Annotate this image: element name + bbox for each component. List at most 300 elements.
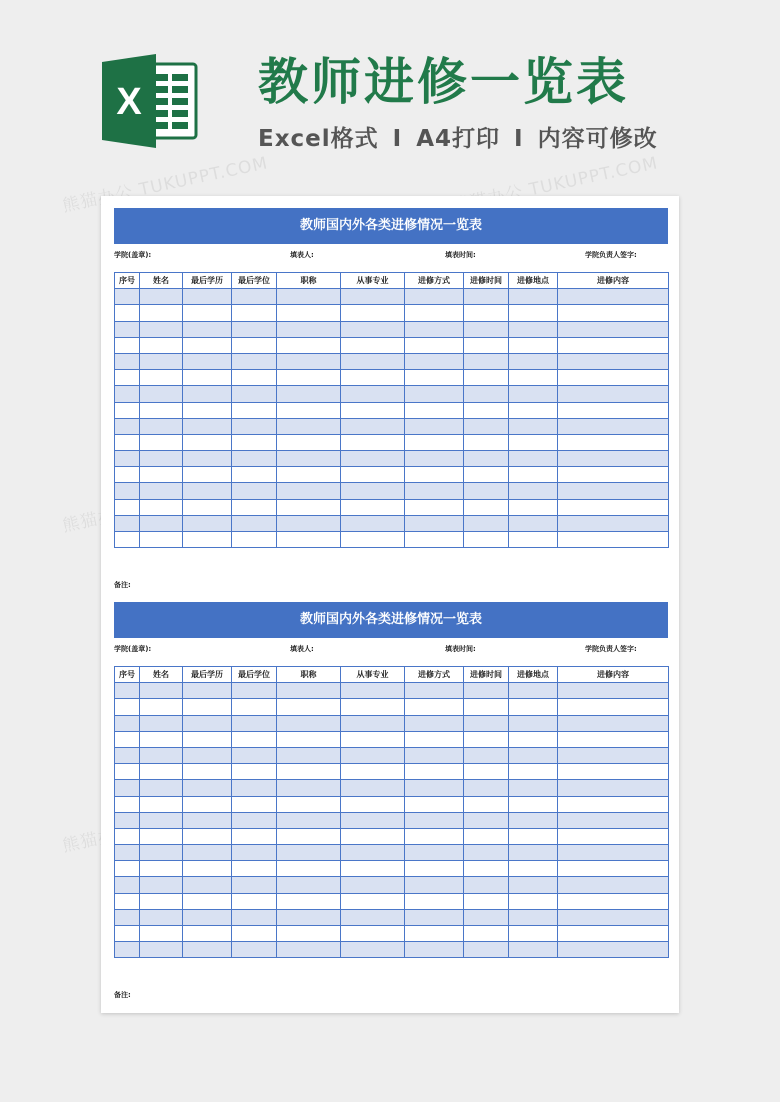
table-cell[interactable]	[115, 942, 140, 958]
table-cell[interactable]	[558, 451, 669, 467]
table-cell[interactable]	[115, 434, 140, 450]
table-cell[interactable]	[183, 845, 232, 861]
table-cell[interactable]	[277, 747, 341, 763]
table-cell[interactable]	[405, 418, 464, 434]
table-cell[interactable]	[277, 877, 341, 893]
table-cell[interactable]	[140, 715, 183, 731]
table-cell[interactable]	[183, 499, 232, 515]
table-cell[interactable]	[277, 353, 341, 369]
table-cell[interactable]	[509, 353, 558, 369]
table-cell[interactable]	[277, 796, 341, 812]
table-cell[interactable]	[341, 289, 405, 305]
table-cell[interactable]	[140, 893, 183, 909]
table-cell[interactable]	[405, 386, 464, 402]
table-cell[interactable]	[509, 877, 558, 893]
table-cell[interactable]	[509, 861, 558, 877]
table-cell[interactable]	[277, 532, 341, 548]
table-cell[interactable]	[232, 499, 277, 515]
table-cell[interactable]	[558, 515, 669, 531]
table-cell[interactable]	[558, 926, 669, 942]
table-cell[interactable]	[558, 747, 669, 763]
table-cell[interactable]	[558, 337, 669, 353]
table-cell[interactable]	[277, 305, 341, 321]
table-cell[interactable]	[341, 764, 405, 780]
table-cell[interactable]	[341, 451, 405, 467]
table-cell[interactable]	[140, 877, 183, 893]
table-cell[interactable]	[405, 305, 464, 321]
table-cell[interactable]	[405, 780, 464, 796]
table-cell[interactable]	[341, 370, 405, 386]
table-cell[interactable]	[277, 515, 341, 531]
table-cell[interactable]	[277, 386, 341, 402]
table-cell[interactable]	[341, 796, 405, 812]
table-cell[interactable]	[277, 402, 341, 418]
table-cell[interactable]	[558, 861, 669, 877]
table-cell[interactable]	[464, 402, 509, 418]
table-cell[interactable]	[405, 731, 464, 747]
table-cell[interactable]	[464, 499, 509, 515]
table-cell[interactable]	[341, 926, 405, 942]
table-cell[interactable]	[232, 764, 277, 780]
table-cell[interactable]	[115, 305, 140, 321]
table-cell[interactable]	[140, 451, 183, 467]
table-cell[interactable]	[183, 731, 232, 747]
table-cell[interactable]	[140, 780, 183, 796]
table-cell[interactable]	[277, 828, 341, 844]
table-cell[interactable]	[464, 812, 509, 828]
table-cell[interactable]	[341, 515, 405, 531]
table-cell[interactable]	[183, 828, 232, 844]
table-cell[interactable]	[115, 731, 140, 747]
table-cell[interactable]	[464, 909, 509, 925]
table-cell[interactable]	[183, 699, 232, 715]
table-cell[interactable]	[405, 747, 464, 763]
table-cell[interactable]	[509, 942, 558, 958]
table-cell[interactable]	[341, 353, 405, 369]
table-cell[interactable]	[509, 812, 558, 828]
table-cell[interactable]	[277, 321, 341, 337]
table-cell[interactable]	[558, 467, 669, 483]
table-cell[interactable]	[115, 418, 140, 434]
table-cell[interactable]	[140, 828, 183, 844]
table-cell[interactable]	[115, 861, 140, 877]
table-cell[interactable]	[277, 289, 341, 305]
table-cell[interactable]	[232, 715, 277, 731]
table-cell[interactable]	[405, 926, 464, 942]
table-cell[interactable]	[509, 305, 558, 321]
table-cell[interactable]	[405, 321, 464, 337]
table-cell[interactable]	[232, 532, 277, 548]
table-cell[interactable]	[509, 780, 558, 796]
table-cell[interactable]	[140, 683, 183, 699]
table-cell[interactable]	[405, 877, 464, 893]
table-cell[interactable]	[509, 683, 558, 699]
table-cell[interactable]	[140, 942, 183, 958]
table-cell[interactable]	[277, 451, 341, 467]
table-cell[interactable]	[464, 926, 509, 942]
table-cell[interactable]	[464, 386, 509, 402]
table-cell[interactable]	[140, 434, 183, 450]
table-cell[interactable]	[509, 845, 558, 861]
table-cell[interactable]	[341, 828, 405, 844]
table-cell[interactable]	[341, 434, 405, 450]
table-cell[interactable]	[558, 353, 669, 369]
table-cell[interactable]	[140, 796, 183, 812]
table-cell[interactable]	[115, 683, 140, 699]
table-cell[interactable]	[115, 353, 140, 369]
table-cell[interactable]	[509, 370, 558, 386]
table-cell[interactable]	[509, 499, 558, 515]
table-cell[interactable]	[405, 828, 464, 844]
table-cell[interactable]	[232, 861, 277, 877]
table-cell[interactable]	[232, 683, 277, 699]
table-cell[interactable]	[558, 386, 669, 402]
table-cell[interactable]	[405, 353, 464, 369]
table-cell[interactable]	[341, 386, 405, 402]
table-cell[interactable]	[277, 683, 341, 699]
table-cell[interactable]	[405, 499, 464, 515]
table-cell[interactable]	[405, 434, 464, 450]
table-cell[interactable]	[140, 861, 183, 877]
table-cell[interactable]	[509, 926, 558, 942]
table-cell[interactable]	[183, 893, 232, 909]
table-cell[interactable]	[140, 353, 183, 369]
table-cell[interactable]	[464, 699, 509, 715]
table-cell[interactable]	[405, 370, 464, 386]
table-cell[interactable]	[277, 731, 341, 747]
table-cell[interactable]	[341, 845, 405, 861]
table-cell[interactable]	[558, 715, 669, 731]
table-cell[interactable]	[183, 289, 232, 305]
table-cell[interactable]	[140, 370, 183, 386]
table-cell[interactable]	[558, 434, 669, 450]
table-cell[interactable]	[183, 321, 232, 337]
table-cell[interactable]	[341, 499, 405, 515]
table-cell[interactable]	[464, 796, 509, 812]
table-cell[interactable]	[509, 434, 558, 450]
table-cell[interactable]	[140, 305, 183, 321]
table-cell[interactable]	[232, 353, 277, 369]
table-cell[interactable]	[183, 386, 232, 402]
table-cell[interactable]	[341, 483, 405, 499]
table-cell[interactable]	[405, 699, 464, 715]
table-cell[interactable]	[464, 893, 509, 909]
table-cell[interactable]	[558, 532, 669, 548]
table-cell[interactable]	[341, 699, 405, 715]
table-cell[interactable]	[341, 683, 405, 699]
table-cell[interactable]	[405, 483, 464, 499]
table-cell[interactable]	[277, 434, 341, 450]
table-cell[interactable]	[232, 796, 277, 812]
table-cell[interactable]	[341, 861, 405, 877]
table-cell[interactable]	[509, 289, 558, 305]
table-cell[interactable]	[464, 483, 509, 499]
table-cell[interactable]	[341, 909, 405, 925]
table-cell[interactable]	[115, 337, 140, 353]
table-cell[interactable]	[558, 289, 669, 305]
table-cell[interactable]	[405, 467, 464, 483]
table-cell[interactable]	[405, 909, 464, 925]
table-cell[interactable]	[464, 353, 509, 369]
table-cell[interactable]	[232, 731, 277, 747]
table-cell[interactable]	[464, 370, 509, 386]
table-cell[interactable]	[183, 418, 232, 434]
table-cell[interactable]	[277, 370, 341, 386]
table-cell[interactable]	[509, 715, 558, 731]
table-cell[interactable]	[464, 337, 509, 353]
table-cell[interactable]	[558, 418, 669, 434]
table-cell[interactable]	[509, 451, 558, 467]
table-cell[interactable]	[140, 731, 183, 747]
table-cell[interactable]	[558, 909, 669, 925]
table-cell[interactable]	[232, 386, 277, 402]
table-cell[interactable]	[405, 861, 464, 877]
table-cell[interactable]	[464, 731, 509, 747]
table-cell[interactable]	[509, 515, 558, 531]
table-cell[interactable]	[232, 370, 277, 386]
table-cell[interactable]	[140, 467, 183, 483]
table-cell[interactable]	[341, 418, 405, 434]
table-cell[interactable]	[464, 715, 509, 731]
table-cell[interactable]	[509, 402, 558, 418]
table-cell[interactable]	[277, 483, 341, 499]
table-cell[interactable]	[232, 909, 277, 925]
table-cell[interactable]	[509, 321, 558, 337]
table-cell[interactable]	[341, 812, 405, 828]
table-cell[interactable]	[464, 764, 509, 780]
table-cell[interactable]	[558, 483, 669, 499]
table-cell[interactable]	[232, 812, 277, 828]
table-cell[interactable]	[277, 893, 341, 909]
table-cell[interactable]	[183, 467, 232, 483]
table-cell[interactable]	[232, 845, 277, 861]
table-cell[interactable]	[183, 434, 232, 450]
table-cell[interactable]	[464, 747, 509, 763]
table-cell[interactable]	[464, 828, 509, 844]
table-cell[interactable]	[509, 828, 558, 844]
table-cell[interactable]	[232, 305, 277, 321]
table-cell[interactable]	[341, 532, 405, 548]
table-cell[interactable]	[232, 337, 277, 353]
table-cell[interactable]	[509, 467, 558, 483]
table-cell[interactable]	[464, 877, 509, 893]
table-cell[interactable]	[405, 532, 464, 548]
table-cell[interactable]	[140, 483, 183, 499]
table-cell[interactable]	[183, 780, 232, 796]
table-cell[interactable]	[232, 893, 277, 909]
table-cell[interactable]	[115, 845, 140, 861]
table-cell[interactable]	[183, 353, 232, 369]
table-cell[interactable]	[183, 370, 232, 386]
table-cell[interactable]	[140, 321, 183, 337]
table-cell[interactable]	[509, 731, 558, 747]
table-cell[interactable]	[464, 467, 509, 483]
table-cell[interactable]	[183, 337, 232, 353]
table-cell[interactable]	[115, 796, 140, 812]
table-cell[interactable]	[405, 764, 464, 780]
table-cell[interactable]	[464, 434, 509, 450]
table-cell[interactable]	[277, 926, 341, 942]
table-cell[interactable]	[405, 942, 464, 958]
table-cell[interactable]	[509, 747, 558, 763]
table-cell[interactable]	[232, 699, 277, 715]
table-cell[interactable]	[509, 532, 558, 548]
table-cell[interactable]	[509, 483, 558, 499]
table-cell[interactable]	[115, 321, 140, 337]
table-cell[interactable]	[115, 532, 140, 548]
table-cell[interactable]	[405, 796, 464, 812]
table-cell[interactable]	[183, 877, 232, 893]
table-cell[interactable]	[558, 780, 669, 796]
table-cell[interactable]	[183, 305, 232, 321]
table-cell[interactable]	[115, 893, 140, 909]
table-cell[interactable]	[140, 499, 183, 515]
table-cell[interactable]	[183, 909, 232, 925]
table-cell[interactable]	[558, 683, 669, 699]
table-cell[interactable]	[115, 289, 140, 305]
table-cell[interactable]	[277, 499, 341, 515]
table-cell[interactable]	[183, 451, 232, 467]
table-cell[interactable]	[509, 893, 558, 909]
table-cell[interactable]	[232, 467, 277, 483]
table-cell[interactable]	[115, 699, 140, 715]
table-cell[interactable]	[232, 434, 277, 450]
table-cell[interactable]	[558, 731, 669, 747]
table-cell[interactable]	[232, 289, 277, 305]
table-cell[interactable]	[140, 386, 183, 402]
table-cell[interactable]	[183, 796, 232, 812]
table-cell[interactable]	[341, 747, 405, 763]
table-cell[interactable]	[115, 877, 140, 893]
table-cell[interactable]	[115, 370, 140, 386]
table-cell[interactable]	[558, 764, 669, 780]
table-cell[interactable]	[341, 893, 405, 909]
table-cell[interactable]	[509, 386, 558, 402]
table-cell[interactable]	[464, 451, 509, 467]
table-cell[interactable]	[232, 483, 277, 499]
table-cell[interactable]	[183, 764, 232, 780]
table-cell[interactable]	[405, 715, 464, 731]
table-cell[interactable]	[115, 715, 140, 731]
table-cell[interactable]	[183, 402, 232, 418]
table-cell[interactable]	[558, 877, 669, 893]
table-cell[interactable]	[115, 515, 140, 531]
table-cell[interactable]	[115, 828, 140, 844]
table-cell[interactable]	[405, 289, 464, 305]
table-cell[interactable]	[464, 942, 509, 958]
table-cell[interactable]	[558, 828, 669, 844]
table-cell[interactable]	[558, 845, 669, 861]
table-cell[interactable]	[140, 845, 183, 861]
table-cell[interactable]	[115, 780, 140, 796]
table-cell[interactable]	[140, 699, 183, 715]
table-cell[interactable]	[277, 812, 341, 828]
table-cell[interactable]	[232, 828, 277, 844]
table-cell[interactable]	[405, 402, 464, 418]
table-cell[interactable]	[341, 467, 405, 483]
table-cell[interactable]	[140, 764, 183, 780]
table-cell[interactable]	[341, 942, 405, 958]
table-cell[interactable]	[558, 370, 669, 386]
table-cell[interactable]	[115, 467, 140, 483]
table-cell[interactable]	[183, 483, 232, 499]
table-cell[interactable]	[140, 747, 183, 763]
table-cell[interactable]	[232, 321, 277, 337]
table-cell[interactable]	[277, 845, 341, 861]
table-cell[interactable]	[232, 942, 277, 958]
table-cell[interactable]	[558, 321, 669, 337]
table-cell[interactable]	[558, 942, 669, 958]
table-cell[interactable]	[140, 418, 183, 434]
table-cell[interactable]	[140, 909, 183, 925]
table-cell[interactable]	[464, 845, 509, 861]
table-cell[interactable]	[277, 909, 341, 925]
table-cell[interactable]	[464, 305, 509, 321]
table-cell[interactable]	[558, 812, 669, 828]
table-cell[interactable]	[405, 683, 464, 699]
table-cell[interactable]	[558, 402, 669, 418]
table-cell[interactable]	[341, 337, 405, 353]
table-cell[interactable]	[277, 467, 341, 483]
table-cell[interactable]	[558, 699, 669, 715]
table-cell[interactable]	[140, 402, 183, 418]
table-cell[interactable]	[140, 926, 183, 942]
table-cell[interactable]	[115, 483, 140, 499]
table-cell[interactable]	[341, 780, 405, 796]
table-cell[interactable]	[509, 418, 558, 434]
table-cell[interactable]	[232, 926, 277, 942]
table-cell[interactable]	[464, 532, 509, 548]
table-cell[interactable]	[509, 699, 558, 715]
table-cell[interactable]	[405, 451, 464, 467]
table-cell[interactable]	[558, 499, 669, 515]
table-cell[interactable]	[115, 909, 140, 925]
table-cell[interactable]	[405, 337, 464, 353]
table-cell[interactable]	[183, 926, 232, 942]
table-cell[interactable]	[115, 812, 140, 828]
table-cell[interactable]	[405, 812, 464, 828]
table-cell[interactable]	[183, 747, 232, 763]
table-cell[interactable]	[115, 402, 140, 418]
table-cell[interactable]	[405, 845, 464, 861]
table-cell[interactable]	[341, 731, 405, 747]
table-cell[interactable]	[115, 451, 140, 467]
table-cell[interactable]	[558, 893, 669, 909]
table-cell[interactable]	[464, 861, 509, 877]
table-cell[interactable]	[464, 780, 509, 796]
table-cell[interactable]	[509, 796, 558, 812]
table-cell[interactable]	[183, 861, 232, 877]
table-cell[interactable]	[232, 418, 277, 434]
table-cell[interactable]	[405, 893, 464, 909]
table-cell[interactable]	[115, 499, 140, 515]
table-cell[interactable]	[341, 877, 405, 893]
table-cell[interactable]	[405, 515, 464, 531]
table-cell[interactable]	[115, 764, 140, 780]
table-cell[interactable]	[341, 305, 405, 321]
table-cell[interactable]	[277, 418, 341, 434]
table-cell[interactable]	[509, 909, 558, 925]
table-cell[interactable]	[464, 515, 509, 531]
table-cell[interactable]	[277, 780, 341, 796]
table-cell[interactable]	[464, 289, 509, 305]
table-cell[interactable]	[277, 764, 341, 780]
table-cell[interactable]	[509, 337, 558, 353]
table-cell[interactable]	[115, 926, 140, 942]
table-cell[interactable]	[140, 812, 183, 828]
table-cell[interactable]	[277, 942, 341, 958]
table-cell[interactable]	[341, 402, 405, 418]
